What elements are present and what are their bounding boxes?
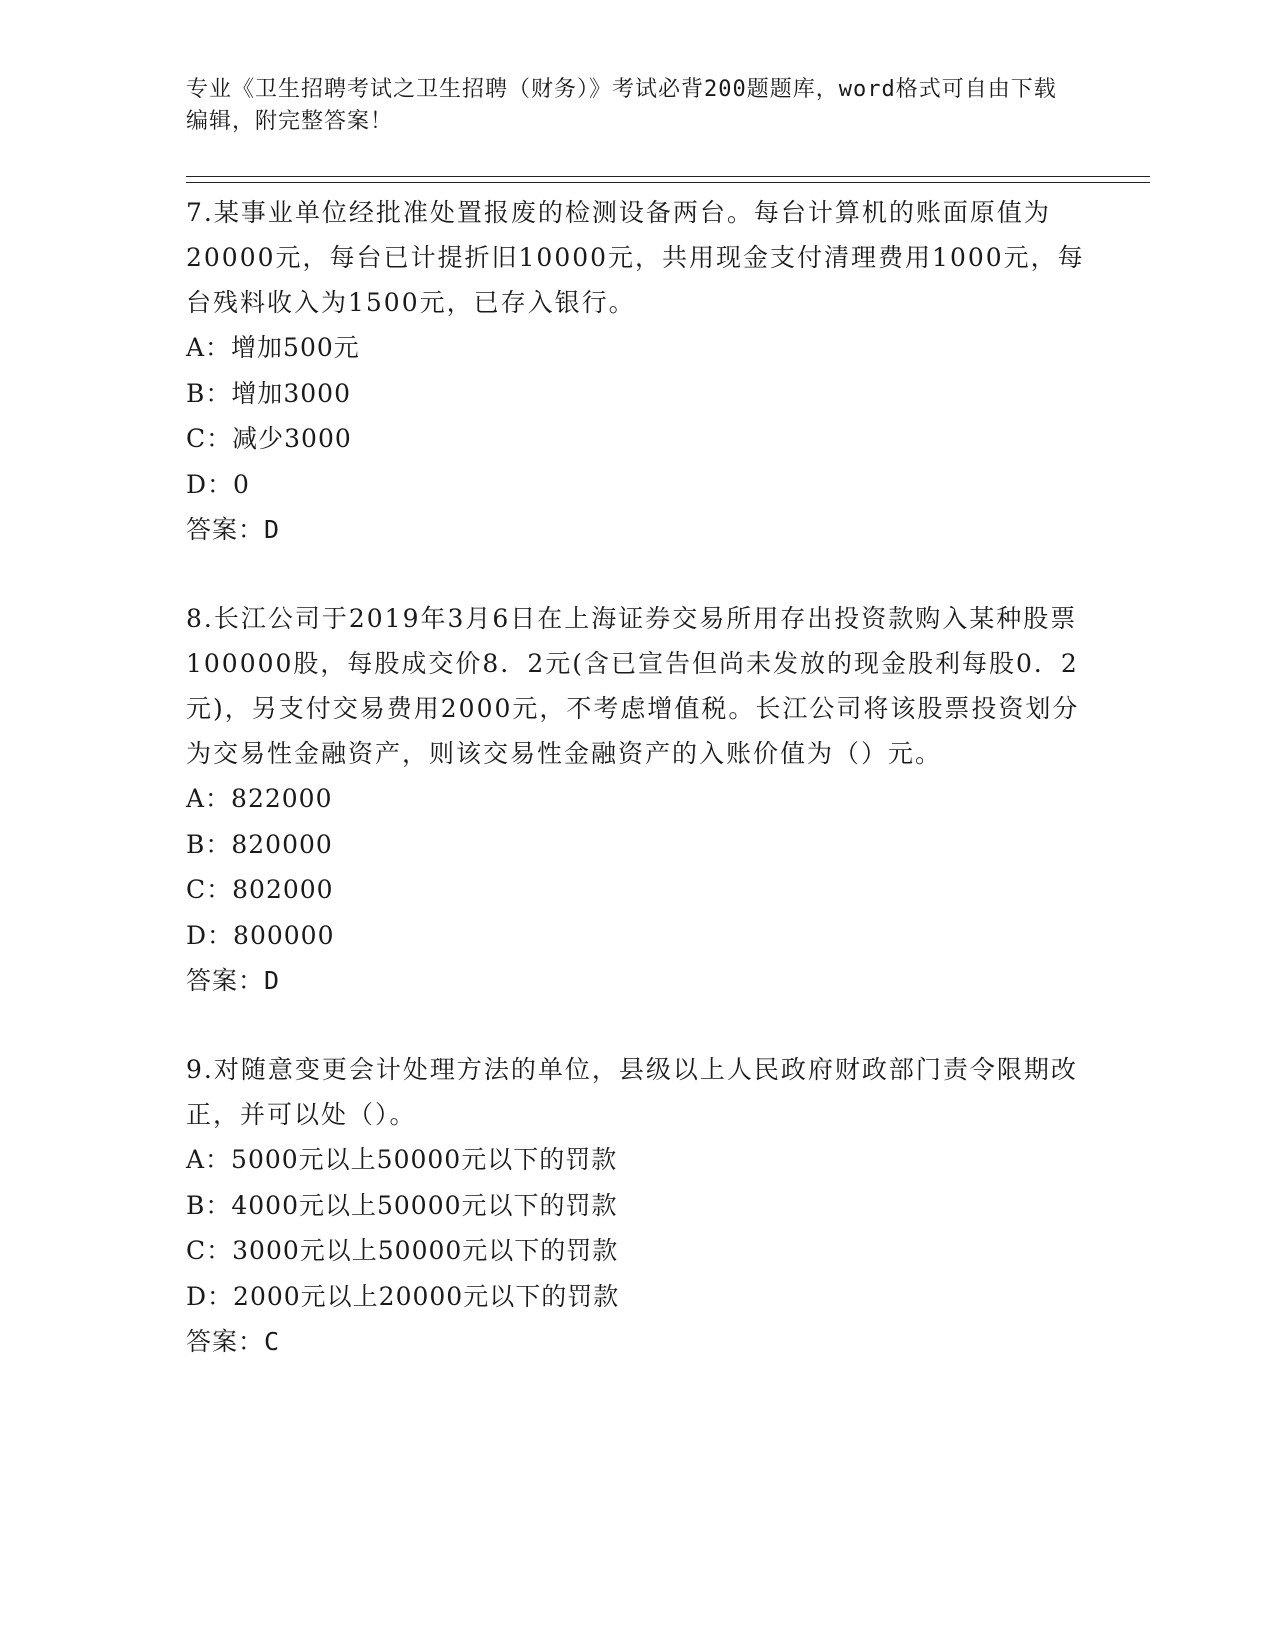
option-c: C：802000: [186, 875, 334, 904]
header-divider: [186, 176, 1150, 183]
question-9: [186, 1047, 1086, 1364]
question-7: [186, 190, 1086, 552]
option-a: A：822000: [186, 784, 333, 813]
option-c: C：减少3000: [186, 424, 352, 453]
option-b: B：4000元以上50000元以下的罚款: [186, 1190, 618, 1220]
question-stem: 9.对随意变更会计处理方法的单位，县级以上人民政府财政部门责令限期改正，并可以处（）。: [186, 1055, 1078, 1129]
option-a: A：增加500元: [186, 333, 360, 362]
page-header: 专业《卫生招聘考试之卫生招聘（财务）》考试必背200题题库，word格式可自由下载编辑，附完整答案！: [186, 77, 1057, 134]
question-list: [186, 190, 1086, 1408]
question-8: [186, 596, 1086, 1003]
option-b: B：820000: [186, 829, 333, 859]
answer-line: 答案：D: [186, 966, 281, 995]
answer-line: 答案：C: [186, 1327, 281, 1356]
option-a: A：5000元以上50000元以下的罚款: [186, 1145, 618, 1174]
question-stem: 8.长江公司于2019年3月6日在上海证券交易所用存出投资款购入某种股票100000股，每股成交价8．2元(含已宣告但尚未发放的现金股利每股0．2元)，另支付交易费用2000元，不考虑增值税。长江公司将该股票投资划分为交易性金融资产，则该交易性金融资产的入账价值为（）元。: [186, 604, 1080, 768]
option-d: D：2000元以上20000元以下的罚款: [186, 1281, 620, 1311]
answer-line: 答案：D: [186, 515, 281, 544]
option-d: D：0: [186, 469, 250, 499]
option-d: D：800000: [186, 920, 335, 950]
option-c: C：3000元以上50000元以下的罚款: [186, 1236, 619, 1265]
option-b: B：增加3000: [186, 378, 351, 408]
question-stem: 7.某事业单位经批准处置报废的检测设备两台。每台计算机的账面原值为20000元，每台已计提折旧10000元，共用现金支付清理费用1000元，每台残料收入为1500元，已存入银行。: [186, 198, 1085, 317]
